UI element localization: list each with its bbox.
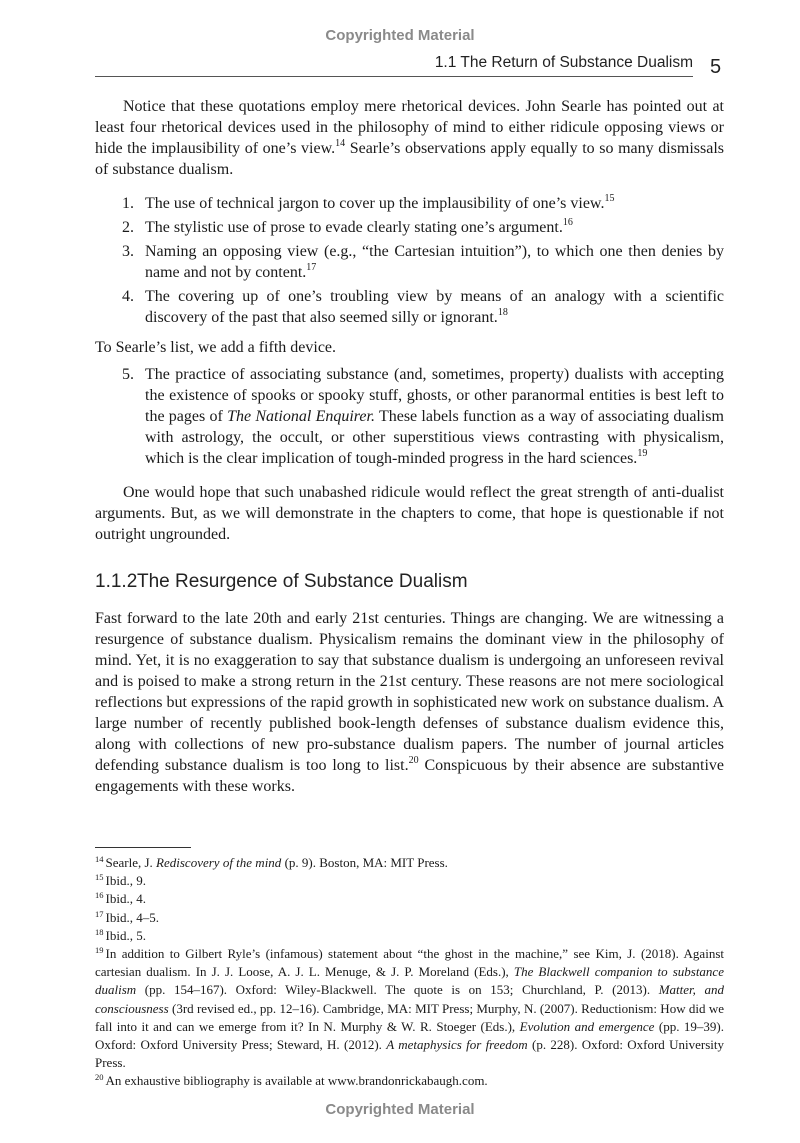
footnote-ref[interactable]: 20 (408, 755, 419, 766)
footnotes (95, 847, 724, 1091)
list-item: 2. The stylistic use of prose to evade clearly stating one’s argument.$^{16}$ (122, 217, 573, 236)
paragraph: Fast forward to the late 20th and early 21st centuries. Things are changing. We are witnessing a resurgence of substance dualism. Physicalism remains the dominant view in the philosophy of mind. Yet, it is no exaggeration to say that substance dualism is undergoing an unforeseen revival and is poised to make a strong return in the 21st century. These reasons are not mere sociological reflections but expressions of the rapid growth in sophisticated new work on substance dualism. A large number of recently published book-length defenses of substance dualism evidence this, along with collections of new pro-substance dualism papers. The number of journal articles defending substance dualism is too long to list.$^{20}$ Conspicuous by their absence are substantive engagements with these works. (95, 610, 724, 795)
list-item: 1. The use of technical jargon to cover up the implausibility of one’s view.$^{15}$ (122, 193, 615, 212)
paragraph: Notice that these quotations employ mere rhetorical devices. John Searle has pointed out at least four rhetorical devices used in the philosophy of mind to either ridicule opposing views or hide the implausibility of one’s view.$^{14}$ Searle’s observations apply equally to so many dismissals of substance dualism. (95, 98, 725, 178)
footnote-ref[interactable]: 14 (335, 138, 346, 149)
rhetorical-devices-list (95, 193, 724, 328)
footnote: $^{17}$ Ibid., 4–5. (95, 908, 159, 925)
copyright-watermark-bottom: Copyrighted Material (325, 1101, 475, 1118)
list-item: 3. Naming an opposing view (e.g., “the Cartesian intuition”), to which one then denies by name and not by content.$^{17}$ (122, 243, 724, 281)
footnote: $^{14}$ Searle, J. Rediscovery of the mind (p. 9). Boston, MA: MIT Press. (95, 854, 448, 870)
footnote: $^{19}$ In addition to Gilbert Ryle’s (infamous) statement about “the ghost in the machine,” see Kim, J. (2018). Against cartesian dualism. In J. J. Loose, A. J. L. Menuge, & J. P. Moreland (Eds.), The Blackwell companion to substance dualism (pp. 154–167). Oxford: Wiley-Blackwell. The quote is on 153; Churchland, P. (2013). Matter, and consciousness (3rd revised ed., pp. 12–16). Cambridge, MA: MIT Press; Murphy, N. (2007). Reductionism: How did we fall into it and can we emerge from it? In N. Murphy & W. R. Stoeger (Eds.), Evolution and emergence (pp. 19–39). Oxford: Oxford University Press; Steward, H. (2012). A metaphysics for freedom (p. 228). Oxford: Oxford University Press. (95, 945, 724, 1071)
fifth-device-list (95, 364, 724, 469)
footnote-ref[interactable]: 17 (306, 262, 317, 273)
page-number: 5 (710, 56, 722, 78)
footnote-ref[interactable]: 15 (604, 193, 615, 204)
footnote-divider (95, 847, 191, 848)
footnote-ref[interactable]: 16 (562, 217, 573, 228)
footnote: $^{18}$ Ibid., 5. (95, 926, 146, 943)
main-text (95, 96, 724, 797)
footnote: $^{16}$ Ibid., 4. (95, 890, 146, 907)
copyright-watermark-top: Copyrighted Material (325, 27, 475, 44)
paragraph: To Searle’s list, we add a fifth device. (95, 339, 337, 356)
footnote: $^{15}$ Ibid., 9. (95, 872, 146, 889)
paragraph: One would hope that such unabashed ridicule would reflect the great strength of anti-dualist arguments. But, as we will demonstrate in the chapters to come, that hope is questionable if not outright ungrounded. (95, 484, 724, 543)
footnote: $^{20}$ An exhaustive bibliography is available at www.brandonrickabaugh.com. (95, 1072, 488, 1089)
list-item: 4. The covering up of one’s troubling view by means of an analogy with a scientific discovery of the past that also seemed silly or ignorant.$^{18}$ (122, 288, 724, 326)
section-heading: 1.1.2The Resurgence of Substance Dualism (95, 571, 468, 592)
running-head: 1.1 The Return of Substance Dualism (95, 54, 693, 77)
footnote-ref[interactable]: 18 (497, 307, 508, 318)
list-item: 5. The practice of associating substance (and, sometimes, property) dualists with accepting the existence of spooks or spooky stuff, ghosts, or other paranormal entities is best left to the pages of The National Enquirer. These labels function as a way of associating dualism with astrology, the occult, or other superstitious views contrasting with physicalism, which is the clear implication of tough-minded progress in the hard sciences.$^{19}$ (122, 366, 724, 467)
footnote-ref[interactable]: 19 (637, 448, 648, 459)
